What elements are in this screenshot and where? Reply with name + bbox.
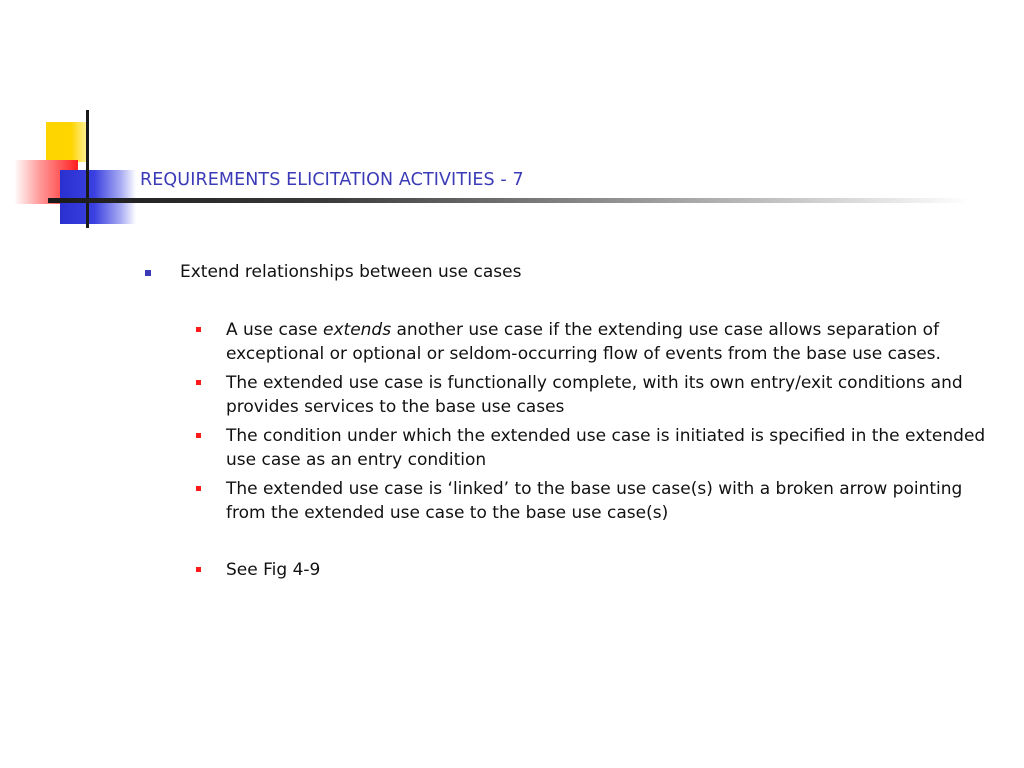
slide-title: REQUIREMENTS ELICITATION ACTIVITIES - 7 (140, 170, 524, 190)
bullet-level2-item (196, 318, 996, 366)
bullet-level2-text: The extended use case is ‘linked’ to the base use case(s) with a broken arrow pointing from the extended use case to the base use case(s) (226, 479, 963, 523)
yellow-square-decoration (46, 122, 88, 162)
title-underline (48, 198, 970, 203)
decorative-logo (0, 0, 140, 240)
square-bullet-icon (145, 270, 151, 276)
vertical-rule (86, 110, 89, 228)
bullet-level2-item (196, 424, 996, 472)
bullet-level2-item (196, 558, 996, 582)
square-bullet-icon (196, 567, 201, 572)
bullet-level2-text: The condition under which the extended use case is initiated is specified in the extended use case as an entry condition (226, 426, 986, 470)
bullet-level2-item (196, 371, 996, 419)
text-run: A use case (226, 320, 324, 340)
bullet-level1 (145, 262, 521, 282)
bullet-level2-item (196, 477, 996, 525)
bullet-level1-text: Extend relationships between use cases (180, 262, 522, 282)
bullet-level2-text: See Fig 4-9 (226, 560, 321, 580)
blue-square-decoration (60, 170, 136, 224)
square-bullet-icon (196, 486, 201, 491)
emphasis-text: extends (323, 320, 392, 340)
bullet-level2-text: The extended use case is functionally complete, with its own entry/exit conditions and provides services to the base use cases (226, 373, 963, 417)
square-bullet-icon (196, 380, 201, 385)
bullet-level2-text (226, 318, 996, 366)
text-run: another use case if the extending use case allows separation of exceptional or optional or seldom-occurring flow of events from the base use cases. (226, 320, 941, 364)
square-bullet-icon (196, 327, 201, 332)
square-bullet-icon (196, 433, 201, 438)
